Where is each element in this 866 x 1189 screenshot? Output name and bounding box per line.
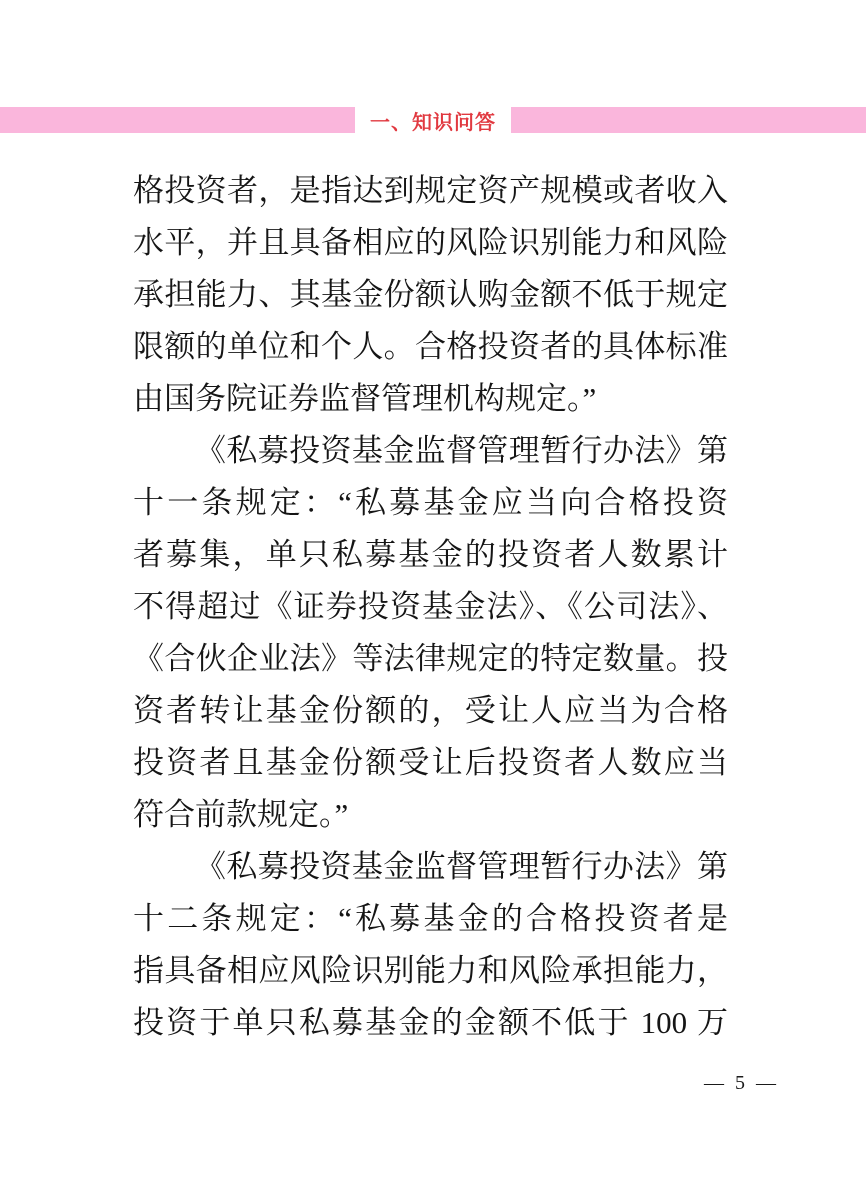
page-number: — 5 — xyxy=(704,1072,779,1094)
text-line: 由国务院证券监督管理机构规定。” xyxy=(133,381,597,416)
text-line: 者募集，单只私募基金的投资者人数累计 xyxy=(133,537,728,572)
text-line: 限额的单位和个人。合格投资者的具体标准 xyxy=(133,329,728,364)
text-line: 《私募投资基金监督管理暂行办法》第 xyxy=(195,433,728,468)
text-line: 水平，并且具备相应的风险识别能力和风险 xyxy=(133,225,728,260)
text-line: 投资者且基金份额受让后投资者人数应当 xyxy=(133,745,728,780)
text-line: 不得超过《证券投资基金法》、《公司法》、 xyxy=(133,589,728,624)
text-line: 承担能力、其基金份额认购金额不低于规定 xyxy=(133,277,728,312)
text-line: 十一条规定：“私募基金应当向合格投资 xyxy=(133,485,728,520)
body-text-block xyxy=(133,165,728,1049)
text-line: 资者转让基金份额的，受让人应当为合格 xyxy=(133,693,728,728)
text-line: 《合伙企业法》等法律规定的特定数量。投 xyxy=(133,641,728,676)
text-line: 指具备相应风险识别能力和风险承担能力， xyxy=(133,953,728,988)
text-line: 十二条规定：“私募基金的合格投资者是 xyxy=(133,901,728,936)
text-line: 格投资者，是指达到规定资产规模或者收入 xyxy=(133,173,728,208)
text-line: 符合前款规定。” xyxy=(133,797,349,832)
chapter-title: 一、知识问答 xyxy=(370,111,496,134)
text-line: 投资于单只私募基金的金额不低于 100 万 xyxy=(133,1005,728,1040)
header-title-box xyxy=(355,99,511,141)
text-line: 《私募投资基金监督管理暂行办法》第 xyxy=(195,849,728,884)
